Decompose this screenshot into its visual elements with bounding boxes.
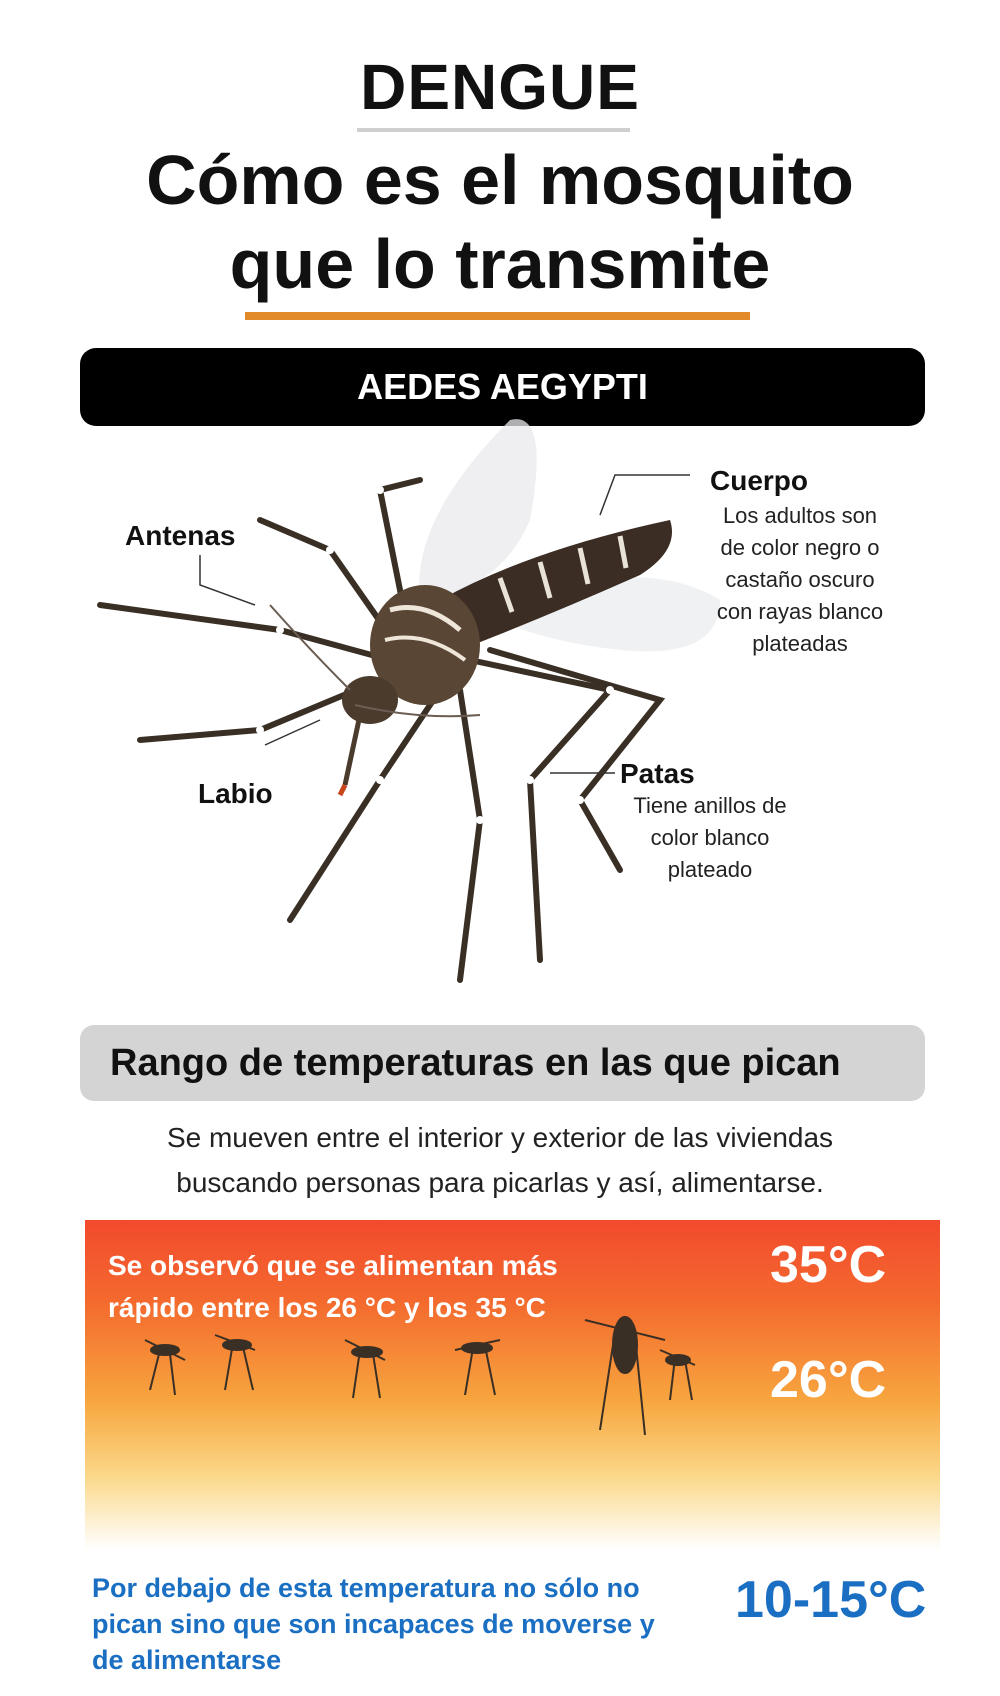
patas-line: plateado: [667, 857, 753, 882]
cold-description: [92, 1570, 712, 1678]
patas-line: Tiene anillos de: [633, 793, 787, 818]
subtitle: [0, 138, 1000, 306]
label-antenas: Antenas: [125, 520, 236, 551]
cuerpo-line: plateadas: [752, 631, 848, 656]
cold-line-3: de alimentarse: [92, 1645, 282, 1675]
cuerpo-line: con rayas blanco: [716, 599, 884, 624]
intro-line-1: Se mueven entre el interior y exterior de las viviendas: [166, 1122, 834, 1153]
subtitle-line-2: que lo transmite: [229, 225, 771, 303]
species-banner: AEDES AEGYPTI: [80, 348, 925, 426]
title-underline: [357, 128, 630, 132]
orange-divider: [245, 312, 750, 320]
label-labio: Labio: [198, 778, 273, 809]
heat-line-1: Se observó que se alimentan más: [108, 1250, 558, 1281]
temp-low: 26°C: [770, 1351, 887, 1409]
subtitle-line-1: Cómo es el mosquito: [146, 141, 854, 219]
cuerpo-line: de color negro o: [720, 535, 880, 560]
heat-line-2: rápido entre los 26 °C y los 35 °C: [108, 1292, 546, 1323]
title-dengue: DENGUE: [360, 51, 640, 123]
cuerpo-line: Los adultos son: [722, 503, 878, 528]
patas-line: color blanco: [650, 825, 770, 850]
flying-mosquitoes-illustration: [85, 1310, 785, 1460]
cuerpo-description: [690, 500, 910, 660]
cold-line-2: pican sino que son incapaces de moverse y: [92, 1609, 655, 1639]
label-cuerpo: Cuerpo: [710, 465, 808, 496]
range-heading: Rango de temperaturas en las que pican: [80, 1025, 925, 1101]
label-patas: Patas: [620, 758, 695, 789]
patas-description: [610, 790, 810, 886]
intro-line-2: buscando personas para picarlas y así, alimentarse.: [176, 1167, 824, 1198]
cold-line-1: Por debajo de esta temperatura no sólo no: [92, 1573, 640, 1603]
cuerpo-line: castaño oscuro: [725, 567, 875, 592]
temp-cold: 10-15°C: [735, 1571, 927, 1629]
range-intro: [0, 1115, 1000, 1205]
temp-high: 35°C: [770, 1236, 887, 1294]
